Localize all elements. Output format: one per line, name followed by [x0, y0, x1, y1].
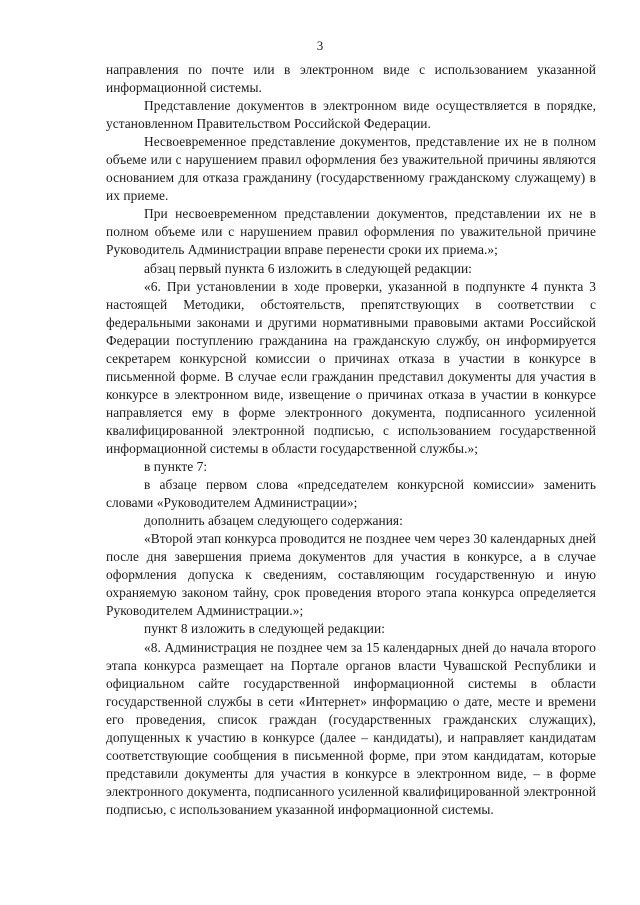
paragraph-continuation: направления по почте или в электронном виде с использованием указанной информационной системы.: [106, 62, 596, 96]
paragraph: дополнить абзацем следующего содержания:: [144, 513, 403, 529]
paragraph: абзац первый пункта 6 изложить в следующей редакции:: [144, 260, 472, 276]
paragraph: Представление документов в электронном виде осуществляется в порядке, установленном Правительством Российской Федерации.: [106, 98, 596, 132]
paragraph: Несвоевременное представление документов, представление их не в полном объеме или с нарушением правил оформления без уважительной причины являются основанием для отказа гражданину (государственному гражданскому служащему) в их приеме.: [106, 134, 596, 204]
paragraph: «Второй этап конкурса проводится не позднее чем через 30 календарных дней после дня завершения приема документов для участия в конкурсе, а в случае оформления допуска к сведениям, составляющим государственную и иную охраняемую законом тайну, срок проведения второго этапа конкурса определяется Руководителем Администрации.»;: [106, 531, 596, 619]
paragraph: «6. При установлении в ходе проверки, указанной в подпункте 4 пункта 3 настоящей Методики, обстоятельств, препятствующих в соответствии с федеральными законами и другими нормативными правовыми актами Российской Федерации поступлению гражданина на гражданскую службу, он информируется секретарем конкурсной комиссии о причинах отказа в участии в конкурсе в письменной форме. В случае если гражданин представил документы для участия в конкурсе в электронном виде, извещение о причинах отказа в участии в конкурсе направляется ему в форме электронного документа, подписанного усиленной квалифицированной электронной подписью, с использованием государственной информационной системы в области государственной службы.»;: [106, 278, 596, 456]
paragraph: пункт 8 изложить в следующей редакции:: [144, 621, 386, 637]
paragraph: «8. Администрация не позднее чем за 15 календарных дней до начала второго этапа конкурса размещает на Портале органов власти Чувашской Республики и официальном сайте государственной информационной системы в области государственной службы в сети «Интернет» информацию о дате, месте и времени его проведения, список граждан (государственных гражданских служащих), допущенных к участию в конкурсе (далее – кандидаты), и направляет кандидатам соответствующие сообщения в письменной форме, при этом кандидатам, которые представили документы для участия в конкурсе в электронном виде, – в форме электронного документа, подписанного усиленной квалифицированной электронной подписью, с использованием указанной информационной системы.: [106, 639, 596, 817]
document-body: [106, 61, 596, 819]
paragraph: в пункте 7:: [144, 459, 208, 475]
paragraph: При несвоевременном представлении документов, представлении их не в полном объеме или с нарушением правил оформления по уважительной причине Руководитель Администрации вправе перенести сроки их приема.»;: [106, 206, 596, 258]
paragraph: в абзаце первом слова «председателем конкурсной комиссии» заменить словами «Руководителем Администрации»;: [106, 477, 596, 511]
page-number: 3: [316, 38, 324, 53]
